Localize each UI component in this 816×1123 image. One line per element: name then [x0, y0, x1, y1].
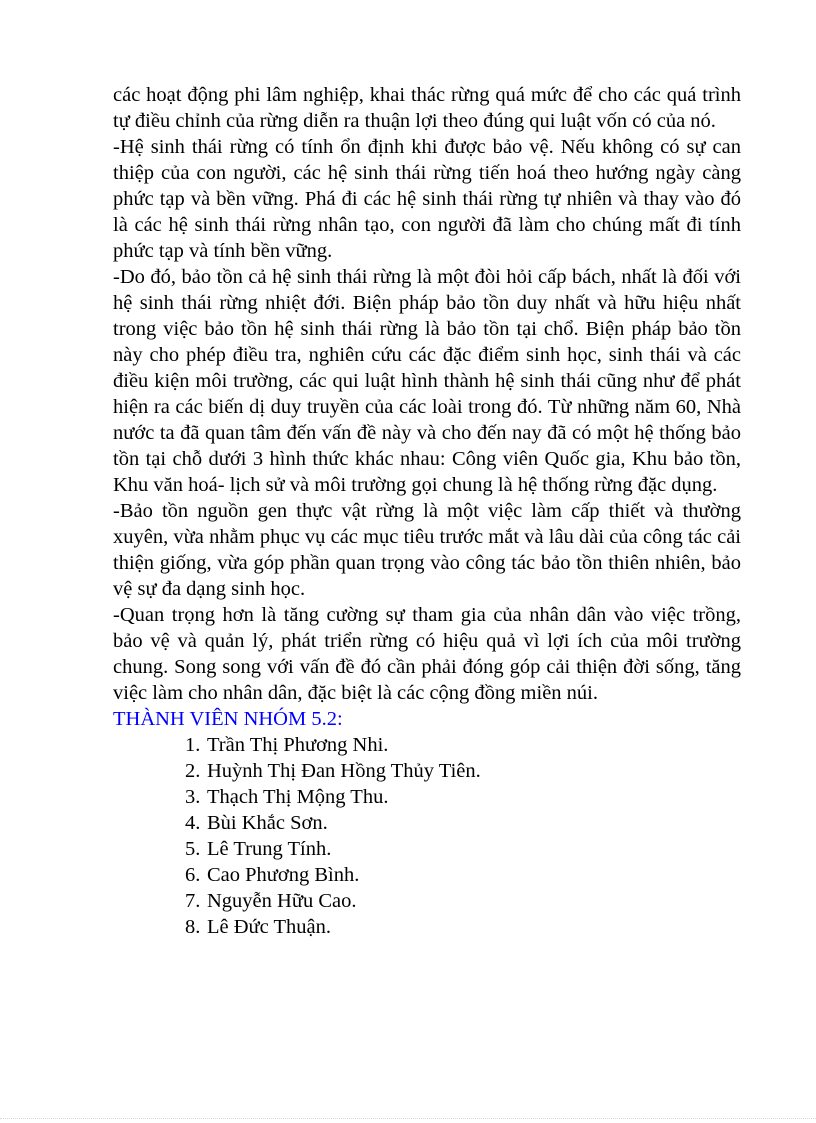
member-name: Trần Thị Phương Nhi. [207, 734, 389, 756]
list-item-number: 1. [185, 734, 201, 756]
list-item-number: 4. [185, 812, 201, 834]
paragraph-continuation: các hoạt động phi lâm nghiệp, khai thác rừng quá mức để cho các quá trình tự điều chỉnh của rừng diễn ra thuận lợi theo đúng qui luật vốn có của nó. [113, 84, 741, 132]
page-bottom-divider [0, 1118, 816, 1119]
list-item-number: 8. [185, 916, 201, 938]
list-item [185, 758, 741, 784]
members-heading: THÀNH VIÊN NHÓM 5.2: [113, 708, 343, 730]
member-name: Bùi Khắc Sơn. [207, 812, 328, 834]
list-item-number: 6. [185, 864, 201, 886]
list-item [185, 888, 741, 914]
list-item [185, 784, 741, 810]
members-list [185, 732, 741, 940]
member-name: Lê Trung Tính. [207, 838, 332, 860]
list-item [185, 914, 741, 940]
paragraph-forest-stability: -Hệ sinh thái rừng có tính ổn định khi được bảo vệ. Nếu không có sự can thiệp của con người, các hệ sinh thái rừng tiến hoá theo hướng ngày càng phức tạp và bền vững. Phá đi các hệ sinh thái rừng tự nhiên và thay vào đó là các hệ sinh thái rừng nhân tạo, con người đã làm cho chúng mất đi tính phức tạp và tính bền vững. [113, 136, 741, 262]
member-name: Thạch Thị Mộng Thu. [207, 786, 389, 808]
member-name: Nguyễn Hữu Cao. [207, 890, 357, 912]
list-item-number: 5. [185, 838, 201, 860]
paragraph-in-situ-conservation: -Do đó, bảo tồn cả hệ sinh thái rừng là một đòi hỏi cấp bách, nhất là đối với hệ sinh thái rừng nhiệt đới. Biện pháp bảo tồn duy nhất và hữu hiệu nhất trong việc bảo tồn hệ sinh thái rừng là bảo tồn tại chổ. Biện pháp bảo tồn này cho phép điều tra, nghiên cứu các đặc điểm sinh học, sinh thái và các điều kiện môi trường, các qui luật hình thành hệ sinh thái cũng như để phát hiện ra các biến dị duy truyền của các loài trong đó. Từ những năm 60, Nhà nước ta đã quan tâm đến vấn đề này và cho đến nay đã có một hệ thống bảo tồn tại chỗ dưới 3 hình thức khác nhau: Công viên Quốc gia, Khu bảo tồn, Khu văn hoá- lịch sử và môi trường gọi chung là hệ thống rừng đặc dụng. [113, 266, 741, 496]
list-item-number: 2. [185, 760, 201, 782]
member-name: Huỳnh Thị Đan Hồng Thủy Tiên. [207, 760, 481, 782]
document-page [113, 82, 741, 940]
list-item [185, 732, 741, 758]
paragraph-community-participation: -Quan trọng hơn là tăng cường sự tham gia của nhân dân vào việc trồng, bảo vệ và quản lý, phát triển rừng có hiệu quả vì lợi ích của môi trường chung. Song song với vấn đề đó cần phải đóng góp cải thiện đời sống, tăng việc làm cho nhân dân, đặc biệt là các cộng đồng miền núi. [113, 604, 741, 704]
list-item-number: 3. [185, 786, 201, 808]
list-item [185, 862, 741, 888]
member-name: Lê Đức Thuận. [207, 916, 332, 938]
paragraph-gene-conservation: -Bảo tồn nguồn gen thực vật rừng là một việc làm cấp thiết và thường xuyên, vừa nhằm phục vụ các mục tiêu trước mắt và lâu dài của công tác cải thiện giống, vừa góp phần quan trọng vào công tác bảo tồn thiên nhiên, bảo vệ sự đa dạng sinh học. [113, 500, 741, 600]
list-item-number: 7. [185, 890, 201, 912]
list-item [185, 836, 741, 862]
member-name: Cao Phương Bình. [207, 864, 360, 886]
list-item [185, 810, 741, 836]
